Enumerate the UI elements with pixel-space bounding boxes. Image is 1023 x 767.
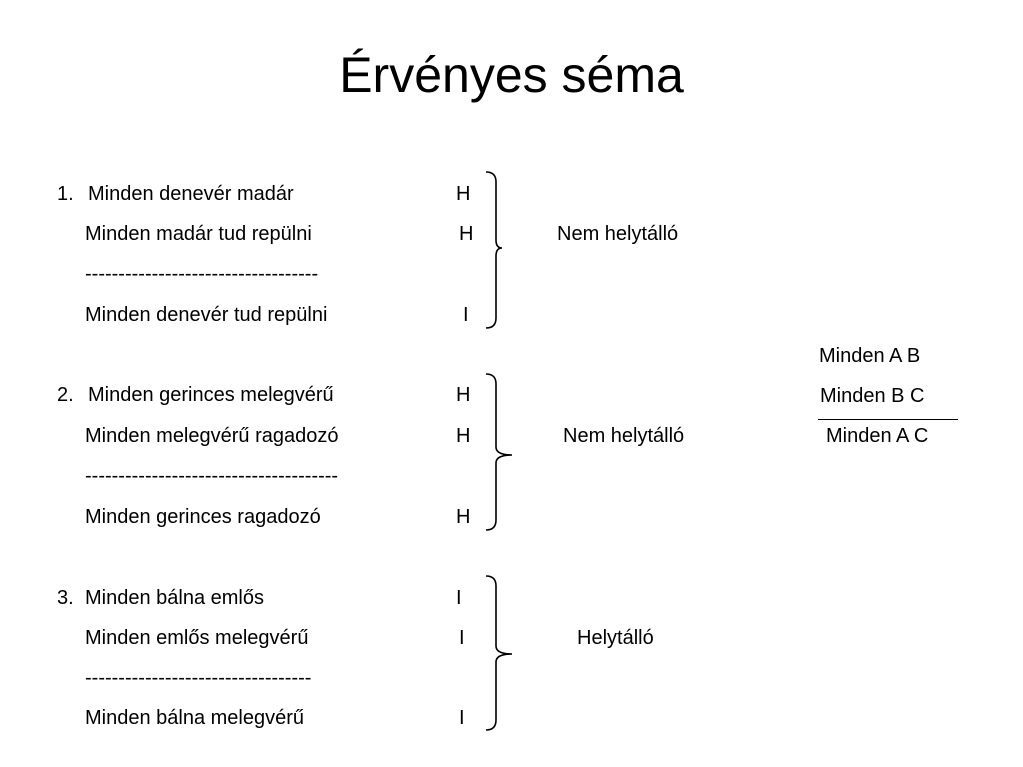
premise-2: Minden melegvérű ragadozó [85,425,339,447]
premise-1-value: H [456,384,471,406]
brace-2 [486,374,512,530]
premise-1-value: I [456,587,462,609]
brace-1 [486,172,502,328]
separator-line: -------------------------------------- [85,465,339,487]
premise-1-value: H [456,183,471,205]
premise-2: Minden emlős melegvérű [85,627,309,649]
premise-1: Minden gerinces melegvérű [88,384,334,406]
syllogism-number: 2. [57,384,74,406]
premise-2-value: H [456,425,471,447]
verdict: Helytálló [577,627,654,649]
conclusion-value: H [456,506,471,528]
premise-2: Minden madár tud repülni [85,223,312,245]
conclusion-value: I [463,304,469,326]
premise-2-value: I [459,627,465,649]
conclusion-value: I [459,707,465,729]
premise-2-value: H [459,223,474,245]
conclusion: Minden denevér tud repülni [85,304,328,326]
separator-line: ---------------------------------- [85,667,312,689]
schema-premise-1: Minden A B [819,345,921,367]
separator-line: ----------------------------------- [85,263,319,285]
conclusion: Minden gerinces ragadozó [85,506,321,528]
verdict: Nem helytálló [563,425,685,447]
schema-premise-2: Minden B C [820,385,925,407]
conclusion: Minden bálna melegvérű [85,707,305,729]
premise-1: Minden denevér madár [88,183,294,205]
premise-1: Minden bálna emlős [85,587,264,609]
verdict: Nem helytálló [557,223,679,245]
brace-3 [486,576,512,730]
syllogism-number: 1. [57,183,74,205]
slide-title: Érvényes séma [339,47,684,103]
schema-conclusion: Minden A C [826,425,929,447]
syllogism-number: 3. [57,587,74,609]
